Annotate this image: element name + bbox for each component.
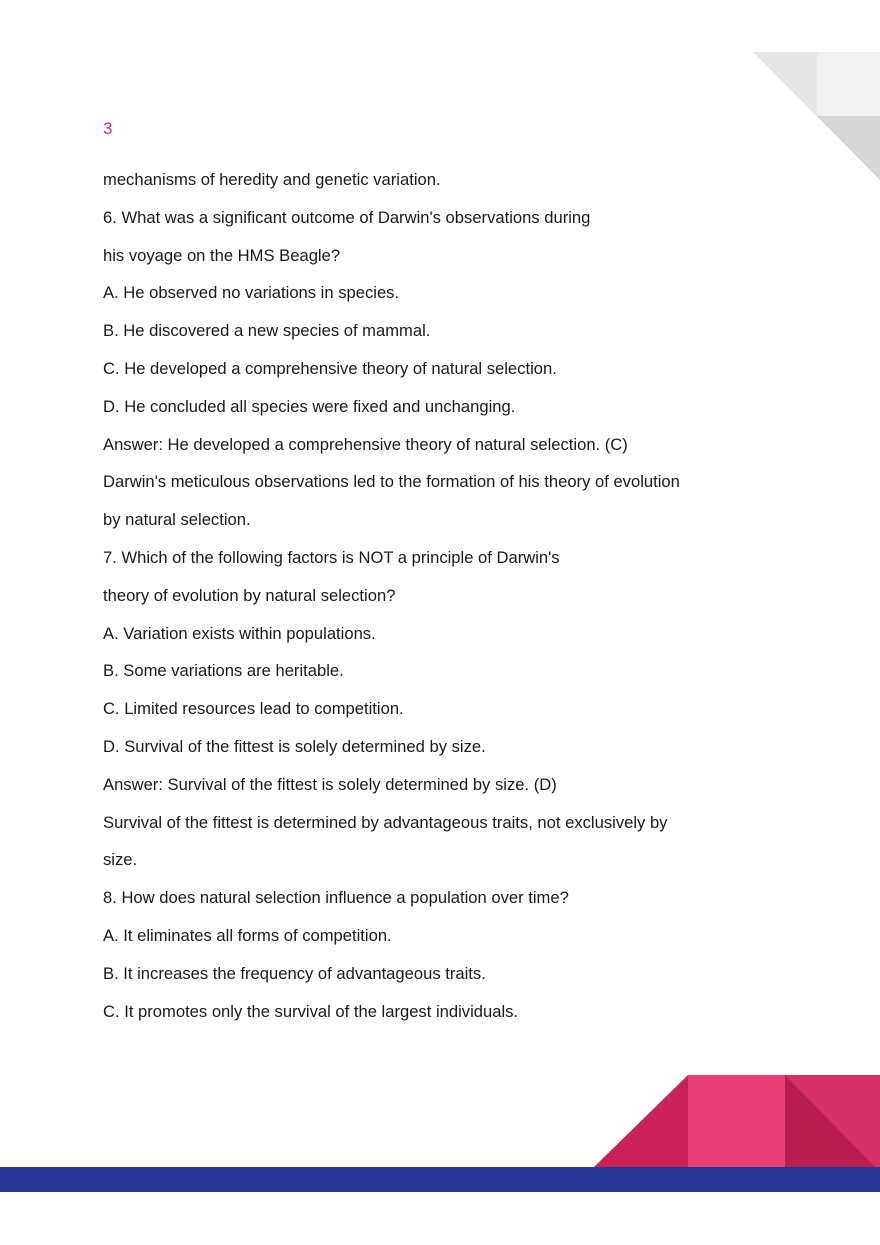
question-7-answer: Answer: Survival of the fittest is solely determined by size. (D): [103, 774, 557, 794]
question-8-option-a: A. It eliminates all forms of competition.: [103, 925, 392, 945]
question-6-explanation-line-2: by natural selection.: [103, 510, 251, 530]
question-6-explanation-line-1: Darwin's meticulous observations led to the formation of his theory of evolution: [103, 472, 680, 492]
page-body: [103, 161, 783, 1030]
question-6-line-1: 6. What was a significant outcome of Darwin's observations during: [103, 207, 591, 227]
question-7-option-a: A. Variation exists within populations.: [103, 623, 376, 643]
question-7-explanation-line-2: size.: [103, 850, 138, 870]
question-8-option-c: C. It promotes only the survival of the largest individuals.: [103, 1001, 519, 1021]
question-6-answer: Answer: He developed a comprehensive theory of natural selection. (C): [103, 434, 628, 454]
question-6-option-c: C. He developed a comprehensive theory of natural selection.: [103, 358, 557, 378]
question-8-option-b: B. It increases the frequency of advantageous traits.: [103, 963, 486, 983]
question-6-option-a: A. He observed no variations in species.: [103, 283, 400, 303]
question-6-line-2: his voyage on the HMS Beagle?: [103, 245, 341, 265]
question-7-explanation-line-1: Survival of the fittest is determined by advantageous traits, not exclusively by: [103, 812, 668, 832]
question-7-option-b: B. Some variations are heritable.: [103, 661, 344, 681]
footer-bar: [0, 1167, 880, 1192]
question-6-option-d: D. He concluded all species were fixed and unchanging.: [103, 396, 516, 416]
question-7-option-c: C. Limited resources lead to competition.: [103, 699, 404, 719]
question-7-option-d: D. Survival of the fittest is solely determined by size.: [103, 736, 486, 756]
bottom-right-accent-decoration: [594, 1075, 880, 1167]
question-7-line-2: theory of evolution by natural selection?: [103, 585, 396, 605]
question-6-option-b: B. He discovered a new species of mammal.: [103, 321, 431, 341]
text-line: mechanisms of heredity and genetic variation.: [103, 170, 441, 189]
page-number: 3: [103, 119, 113, 138]
question-7-line-1: 7. Which of the following factors is NOT a principle of Darwin's: [103, 547, 560, 567]
question-8-line-1: 8. How does natural selection influence a population over time?: [103, 888, 569, 908]
